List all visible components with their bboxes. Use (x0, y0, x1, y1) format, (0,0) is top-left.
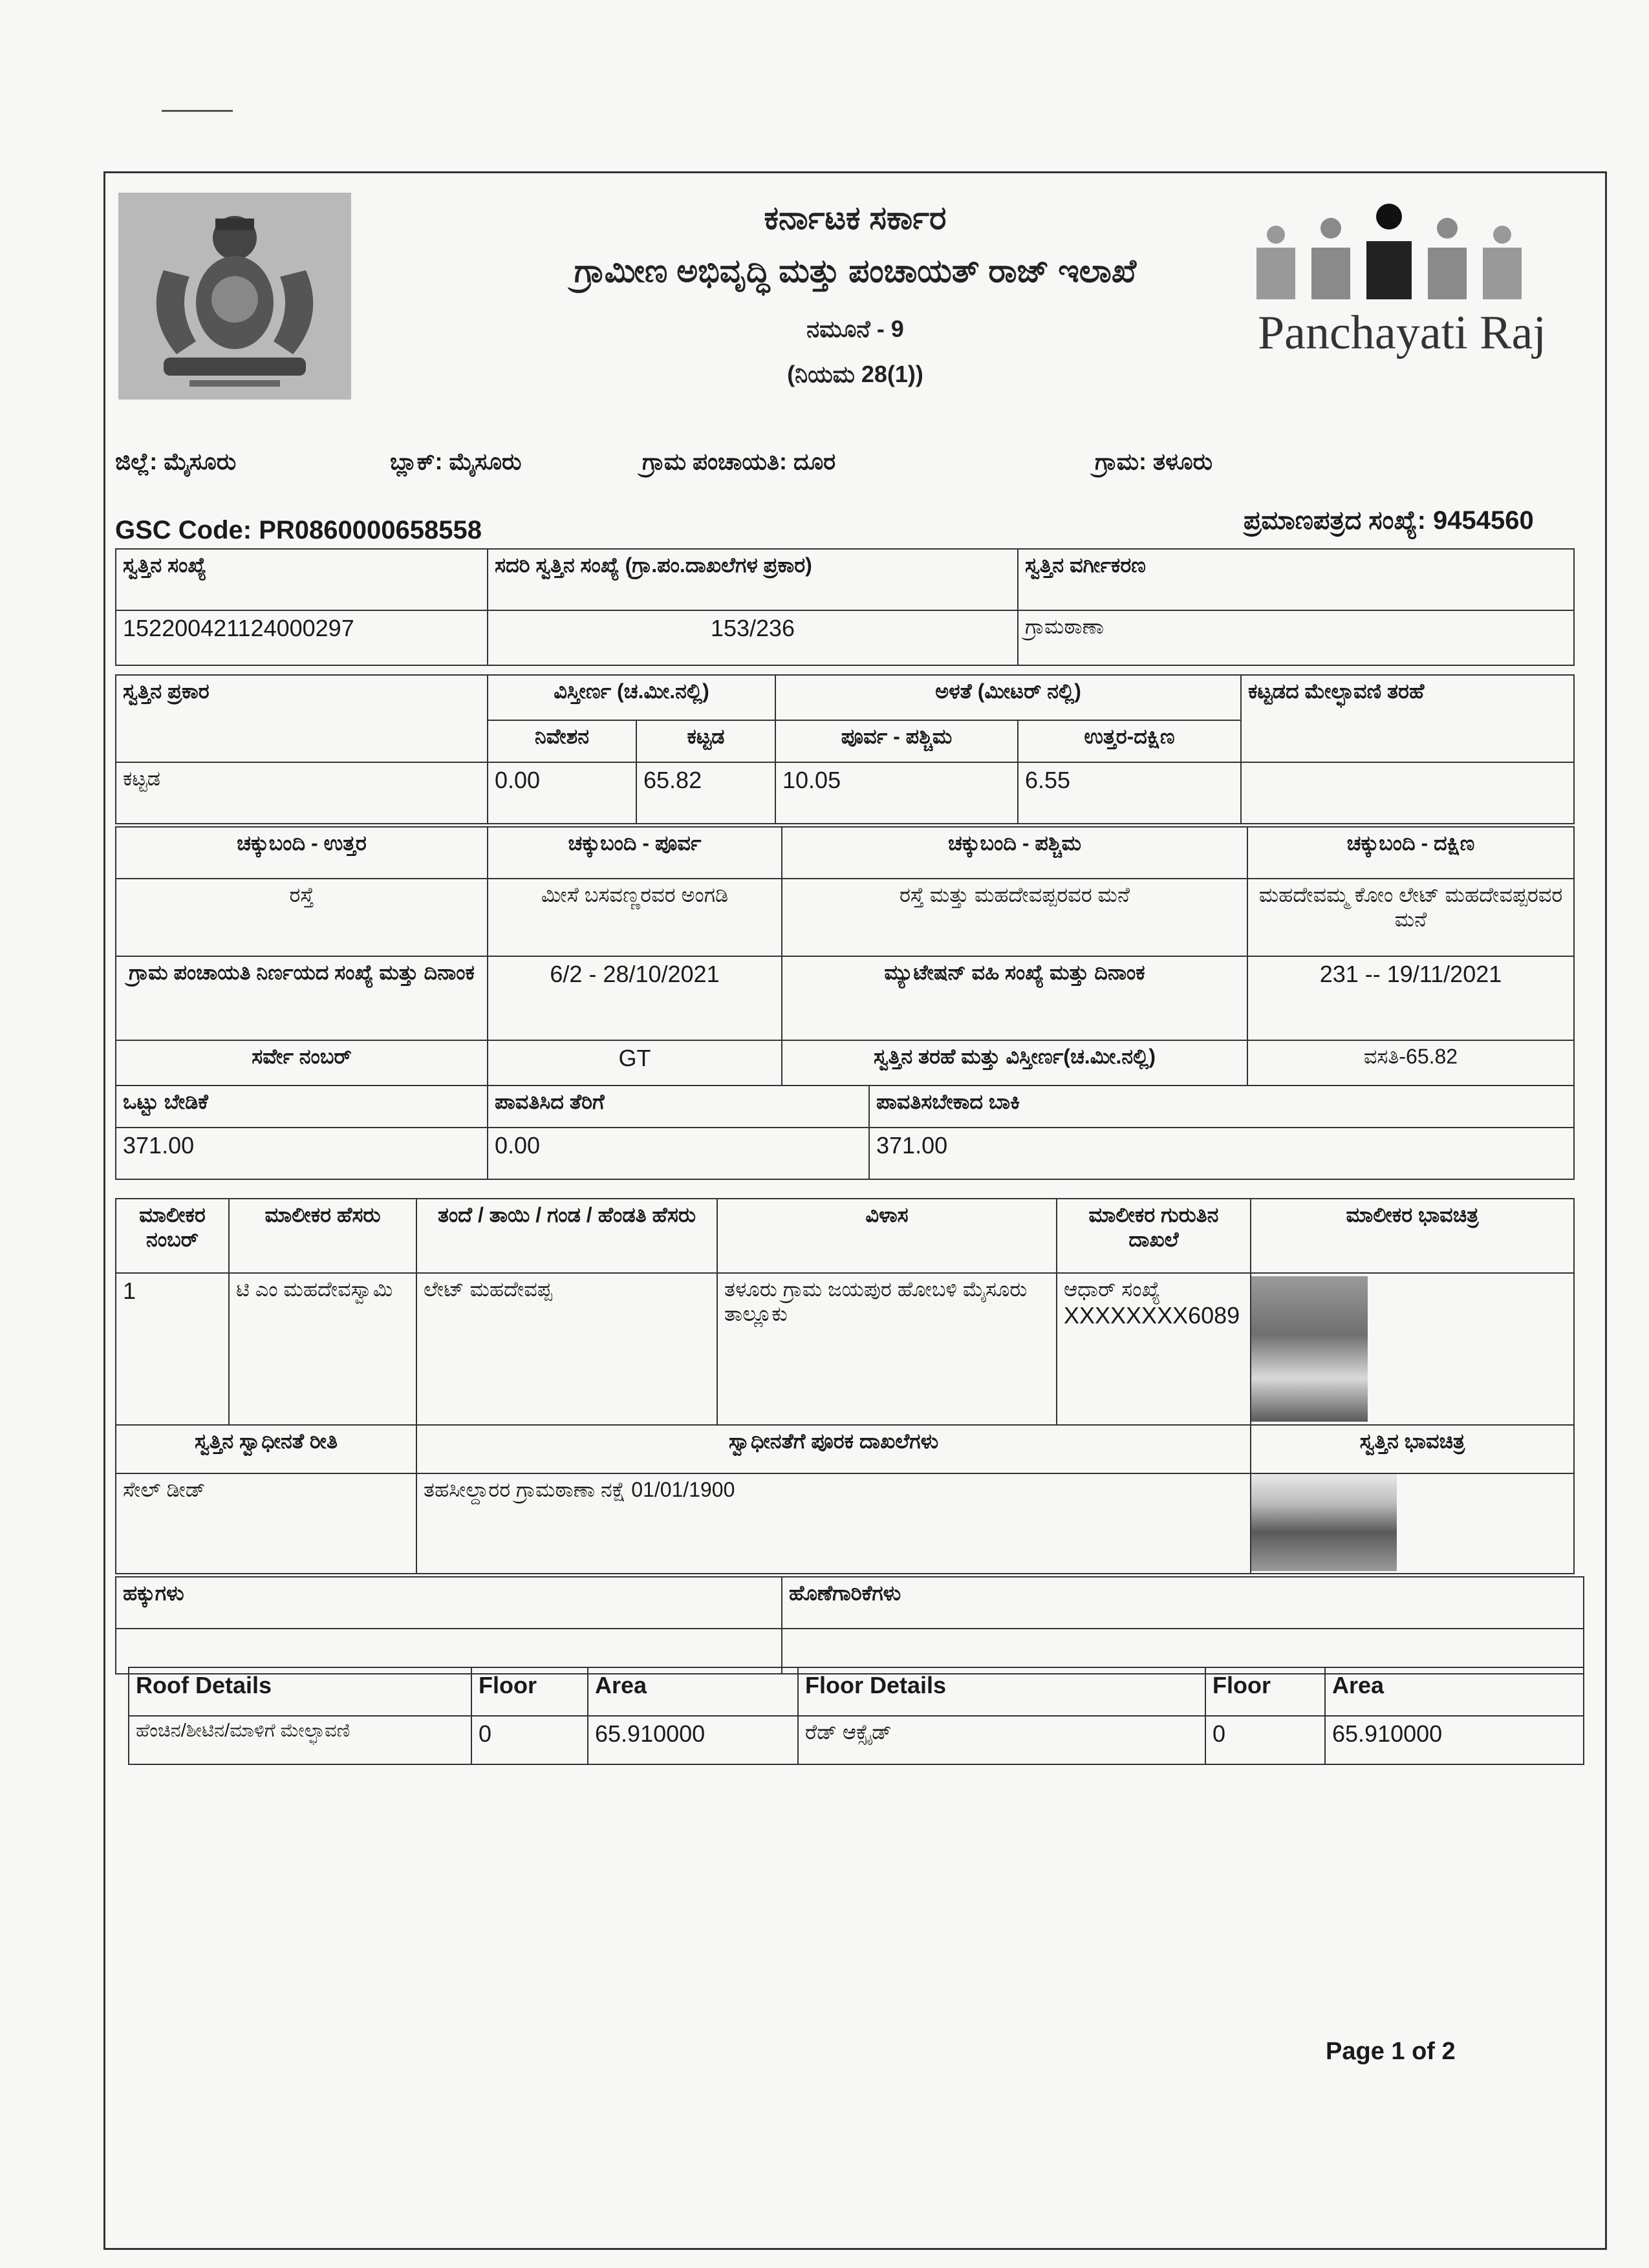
owner-table (115, 1198, 1575, 1426)
tax-table (115, 1085, 1575, 1180)
possession-docs: ತಹಸೀಲ್ದಾರರ ಗ್ರಾಮಠಾಣಾ ನಕ್ಷೆ 01/01/1900 (416, 1473, 1251, 1574)
gp-resolution: 6/2 - 28/10/2021 (488, 956, 782, 1040)
header-property-number-records: ಸದರಿ ಸ್ವತ್ತಿನ ಸಂಖ್ಯೆ (ಗ್ರಾ.ಪಂ.ದಾಖಲೆಗಳ ಪ್ರಕಾರ) (488, 549, 1018, 610)
property-photo (1251, 1474, 1397, 1571)
owner-name: ಟಿ ಎಂ ಮಹದೇವಸ್ವಾಮಿ (229, 1273, 416, 1425)
north-south-length: 6.55 (1018, 762, 1241, 824)
header-site: ನಿವೇಶನ (488, 720, 636, 762)
property-usage: ವಸತಿ-65.82 (1247, 1040, 1574, 1086)
owner-photo-cell (1251, 1273, 1574, 1425)
header-property-number: ಸ್ವತ್ತಿನ ಸಂಖ್ಯೆ (116, 549, 488, 610)
owner-id-label: ಆಧಾರ್ ಸಂಖ್ಯೆ (1064, 1278, 1161, 1301)
fd-floor: 0 (1205, 1716, 1325, 1764)
header-boundary-south: ಚಕ್ಕುಬಂದಿ - ದಕ್ಷಿಣ (1247, 827, 1574, 879)
total-demand: 371.00 (116, 1128, 488, 1179)
header-address: ವಿಳಾಸ (717, 1199, 1057, 1273)
property-measurement-table (115, 674, 1575, 824)
fd-area: 65.910000 (1325, 1716, 1584, 1764)
certificate-number: ಪ್ರಮಾಣಪತ್ರದ ಸಂಖ್ಯೆ: 9454560 (1244, 506, 1534, 535)
possession-mode: ಸೇಲ್ ಡೀಡ್ (116, 1473, 416, 1574)
boundary-north: ರಸ್ತೆ (116, 879, 488, 956)
header-property-photo: ಸ್ವತ್ತಿನ ಭಾವಚಿತ್ರ (1251, 1425, 1574, 1473)
boundary-east: ಮೀಸೆ ಬಸವಣ್ಣರವರ ಅಂಗಡಿ (488, 879, 782, 956)
property-type: ಕಟ್ಟಡ (116, 762, 488, 824)
form-number: ನಮೂನೆ - 9 (806, 316, 904, 342)
district: ಜಿಲ್ಲೆ: ಮೈಸೂರು (115, 448, 237, 475)
property-id-table (115, 548, 1575, 666)
gram-panchayat: ಗ್ರಾಮ ಪಂಚಾಯತಿ: ದೂರ (642, 448, 836, 475)
header-measurement: ಅಳತೆ (ಮೀಟರ್ ನಲ್ಲಿ) (775, 675, 1241, 720)
property-number-records: 153/236 (488, 610, 1018, 665)
page-number: Page 1 of 2 (1326, 2038, 1456, 2065)
roof-details: ಹೆಂಚಿನ/ಶೀಟಿನ/ಮಾಳಿಗೆ ಮೇಲ್ಛಾವಣಿ (129, 1716, 471, 1764)
header-owner-id: ಮಾಲೀಕರ ಗುರುತಿನ ದಾಖಲೆ (1057, 1199, 1251, 1273)
gsc-code: GSC Code: PR0860000658558 (115, 516, 482, 544)
mutation: 231 -- 19/11/2021 (1247, 956, 1574, 1040)
header-fd-floor: Floor (1205, 1667, 1325, 1716)
site-area: 0.00 (488, 762, 636, 824)
village: ಗ್ರಾಮ: ತಳೂರು (1095, 448, 1213, 475)
header-boundary-north: ಚಕ್ಕುಬಂದಿ - ಉತ್ತರ (116, 827, 488, 879)
header-property-usage: ಸ್ವತ್ತಿನ ತರಹೆ ಮತ್ತು ವಿಸ್ತೀರ್ಣ(ಚ.ಮೀ.ನಲ್ಲಿ) (782, 1040, 1247, 1086)
roof-floor-table (128, 1667, 1584, 1765)
possession-table (115, 1424, 1575, 1574)
property-photo-cell (1251, 1473, 1574, 1574)
header-parent-name: ತಂದೆ / ತಾಯಿ / ಗಂಡ / ಹೆಂಡತಿ ಹೆಸರು (416, 1199, 717, 1273)
block: ಬ್ಲಾಕ್: ಮೈಸೂರು (390, 448, 522, 475)
header-roof-floor: Floor (471, 1667, 588, 1716)
parent-name: ಲೇಟ್ ಮಹದೇವಪ್ಪ (416, 1273, 717, 1425)
owner-number: 1 (116, 1273, 229, 1425)
header-boundary-west: ಚಕ್ಕುಬಂದಿ - ಪಶ್ಚಿಮ (782, 827, 1247, 879)
header-property-type: ಸ್ವತ್ತಿನ ಪ್ರಕಾರ (116, 675, 488, 762)
header-owner-photo: ಮಾಲೀಕರ ಭಾವಚಿತ್ರ (1251, 1199, 1574, 1273)
roof-type (1241, 762, 1574, 824)
property-classification: ಗ್ರಾಮಠಾಣಾ (1018, 610, 1574, 665)
header-possession-mode: ಸ್ವತ್ತಿನ ಸ್ವಾಧೀನತೆ ರೀತಿ (116, 1425, 416, 1473)
header-fd-area: Area (1325, 1667, 1584, 1716)
department-title: ಗ್ರಾಮೀಣ ಅಭಿವೃದ್ಧಿ ಮತ್ತು ಪಂಚಾಯತ್ ರಾಜ್ ಇಲಾಖೆ (574, 253, 1137, 289)
header-possession-docs: ಸ್ವಾಧೀನತೆಗೆ ಪೂರಕ ದಾಖಲೆಗಳು (416, 1425, 1251, 1473)
header-owner-name: ಮಾಲೀಕರ ಹೆಸರು (229, 1199, 416, 1273)
roof-area: 65.910000 (588, 1716, 798, 1764)
rule-number: (ನಿಯಮ 28(1)) (787, 361, 923, 387)
header-mutation: ಮ್ಯುಟೇಷನ್ ವಹಿ ಸಂಖ್ಯೆ ಮತ್ತು ದಿನಾಂಕ (782, 956, 1247, 1040)
boundaries-table (115, 826, 1575, 1086)
tax-paid: 0.00 (488, 1128, 869, 1179)
header-boundary-east: ಚಕ್ಕುಬಂದಿ - ಪೂರ್ವ (488, 827, 782, 879)
header-survey-number: ಸರ್ವೇ ನಂಬರ್ (116, 1040, 488, 1086)
property-number: 152200421124000297 (116, 610, 488, 665)
owner-id (1057, 1273, 1251, 1425)
header-roof-details: Roof Details (129, 1667, 471, 1716)
govt-title: ಕರ್ನಾಟಕ ಸರ್ಕಾರ (764, 200, 947, 236)
building-area: 65.82 (636, 762, 775, 824)
header-north-south: ಉತ್ತರ-ದಕ್ಷಿಣ (1018, 720, 1241, 762)
panchayati-raj-logo-icon (1250, 202, 1554, 390)
header-property-classification: ಸ್ವತ್ತಿನ ವರ್ಗೀಕರಣ (1018, 549, 1574, 610)
header-liabilities: ಹೊಣೆಗಾರಿಕೆಗಳು (782, 1577, 1584, 1629)
header-owner-number: ಮಾಲೀಕರ ನಂಬರ್ (116, 1199, 229, 1273)
owner-address: ತಳೂರು ಗ್ರಾಮ ಜಯಪುರ ಹೋಬಳಿ ಮೈಸೂರು ತಾಲ್ಲೂಕು (717, 1273, 1057, 1425)
header-rights: ಹಕ್ಕುಗಳು (116, 1577, 782, 1629)
survey-number: GT (488, 1040, 782, 1086)
header-gp-resolution: ಗ್ರಾಮ ಪಂಚಾಯತಿ ನಿರ್ಣಯದ ಸಂಖ್ಯೆ ಮತ್ತು ದಿನಾಂಕ (116, 956, 488, 1040)
owner-id-value: XXXXXXXX6089 (1064, 1302, 1240, 1329)
scan-mark (162, 110, 233, 112)
certificate-frame (103, 171, 1607, 2250)
header-roof-area: Area (588, 1667, 798, 1716)
roof-floor: 0 (471, 1716, 588, 1764)
header-total-demand: ಒಟ್ಟು ಬೇಡಿಕೆ (116, 1086, 488, 1128)
boundary-west: ರಸ್ತೆ ಮತ್ತು ಮಹದೇವಪ್ಪರವರ ಮನೆ (782, 879, 1247, 956)
header-roof-type: ಕಟ್ಟಡದ ಮೇಲ್ಛಾವಣಿ ತರಹೆ (1241, 675, 1574, 762)
owner-photo (1251, 1276, 1368, 1422)
header-floor-details: Floor Details (798, 1667, 1205, 1716)
balance-due: 371.00 (869, 1128, 1574, 1179)
rights-table (115, 1576, 1584, 1674)
boundary-south: ಮಹದೇವಮ್ಮ ಕೋಂ ಲೇಟ್ ಮಹದೇವಪ್ಪರವರ ಮನೆ (1247, 879, 1574, 956)
header-balance-due: ಪಾವತಿಸಬೇಕಾದ ಬಾಕಿ (869, 1086, 1574, 1128)
header-area: ವಿಸ್ತೀರ್ಣ (ಚ.ಮೀ.ನಲ್ಲಿ) (488, 675, 775, 720)
logo-text: Panchayati Raj (1258, 306, 1546, 359)
header-east-west: ಪೂರ್ವ - ಪಶ್ಚಿಮ (775, 720, 1018, 762)
east-west-length: 10.05 (775, 762, 1018, 824)
header-tax-paid: ಪಾವತಿಸಿದ ತೆರಿಗೆ (488, 1086, 869, 1128)
floor-details: ರೆಡ್ ಆಕ್ಸೈಡ್ (798, 1716, 1205, 1764)
header-building: ಕಟ್ಟಡ (636, 720, 775, 762)
